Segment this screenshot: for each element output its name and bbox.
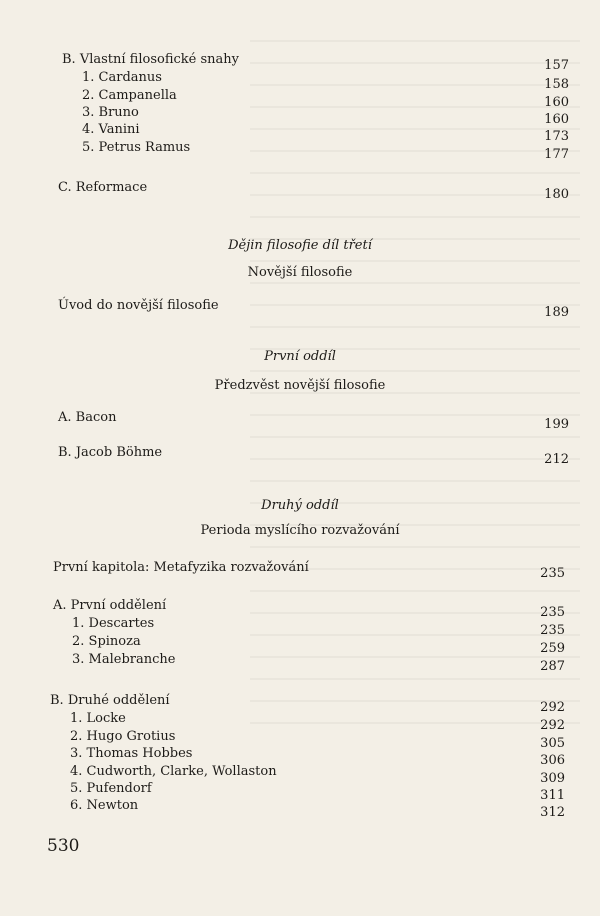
toc-entry: Úvod do novější filosofie — [58, 298, 219, 313]
toc-entry-page: 212 — [544, 452, 569, 467]
toc-entry-page: 160 — [544, 112, 569, 127]
toc-entry-page: 309 — [540, 771, 565, 786]
toc-entry-title: C. Reformace — [58, 180, 148, 195]
toc-entry: 2. Spinoza — [72, 634, 141, 649]
toc-entry: 1. Descartes — [72, 616, 155, 631]
toc-entry-page: 157 — [544, 58, 569, 73]
part-heading: Dějin filosofie díl třetí — [228, 238, 372, 253]
toc-entry-page: 306 — [540, 753, 565, 768]
toc-entry-page: 235 — [540, 623, 565, 638]
toc-entry: 1. Cardanus — [82, 70, 162, 85]
toc-entry-page: 292 — [540, 718, 565, 733]
toc-entry-page: 173 — [544, 129, 569, 144]
toc-entry-page: 235 — [540, 605, 565, 620]
toc-entry-title: B. Druhé oddělení — [50, 693, 170, 708]
division-subheading: Perioda myslícího rozvažování — [200, 523, 400, 538]
toc-entry-page: 160 — [544, 95, 569, 110]
toc-entry: 4. Vanini — [82, 122, 140, 137]
toc-entry: 2. Campanella — [82, 88, 177, 103]
toc-entry-page: 312 — [540, 805, 565, 820]
toc-entry: 6. Newton — [70, 798, 139, 813]
toc-entry-page: 235 — [540, 566, 565, 581]
toc-entry: 3. Bruno — [82, 105, 139, 120]
toc-entry-page: 199 — [544, 417, 569, 432]
toc-entry-page: 305 — [540, 736, 565, 751]
toc-entry: 3. Malebranche — [72, 652, 176, 667]
toc-entry-page: 189 — [544, 305, 569, 320]
toc-entry: A. Bacon — [58, 410, 117, 425]
division-heading: Druhý oddíl — [261, 498, 339, 513]
toc-entry: B. Jacob Böhme — [58, 445, 163, 460]
toc-entry-page: 311 — [540, 788, 565, 803]
toc-entry: 5. Petrus Ramus — [82, 140, 191, 155]
toc-entry: 4. Cudworth, Clarke, Wollaston — [70, 764, 277, 779]
division-heading: První oddíl — [264, 349, 336, 364]
part-subheading: Novější filosofie — [247, 265, 353, 280]
toc-entry-title: A. První oddělení — [53, 598, 167, 613]
toc-entry-page: 259 — [540, 641, 565, 656]
toc-entry-page: 287 — [540, 659, 565, 674]
chapter-title: První kapitola: Metafyzika rozvažování — [53, 560, 309, 575]
toc-entry: 1. Locke — [70, 711, 126, 726]
toc-entry-page: 177 — [544, 147, 569, 162]
toc-entry: 3. Thomas Hobbes — [70, 746, 193, 761]
toc-entry-page: 180 — [544, 187, 569, 202]
toc-entry: 2. Hugo Grotius — [70, 729, 176, 744]
toc-entry: 5. Pufendorf — [70, 781, 152, 796]
toc-entry-title: B. Vlastní filosofické snahy — [62, 52, 239, 67]
division-subheading: Předzvěst novější filosofie — [214, 378, 386, 393]
page-number: 530 — [47, 836, 80, 856]
toc-entry-page: 158 — [544, 77, 569, 92]
toc-entry-page: 292 — [540, 700, 565, 715]
